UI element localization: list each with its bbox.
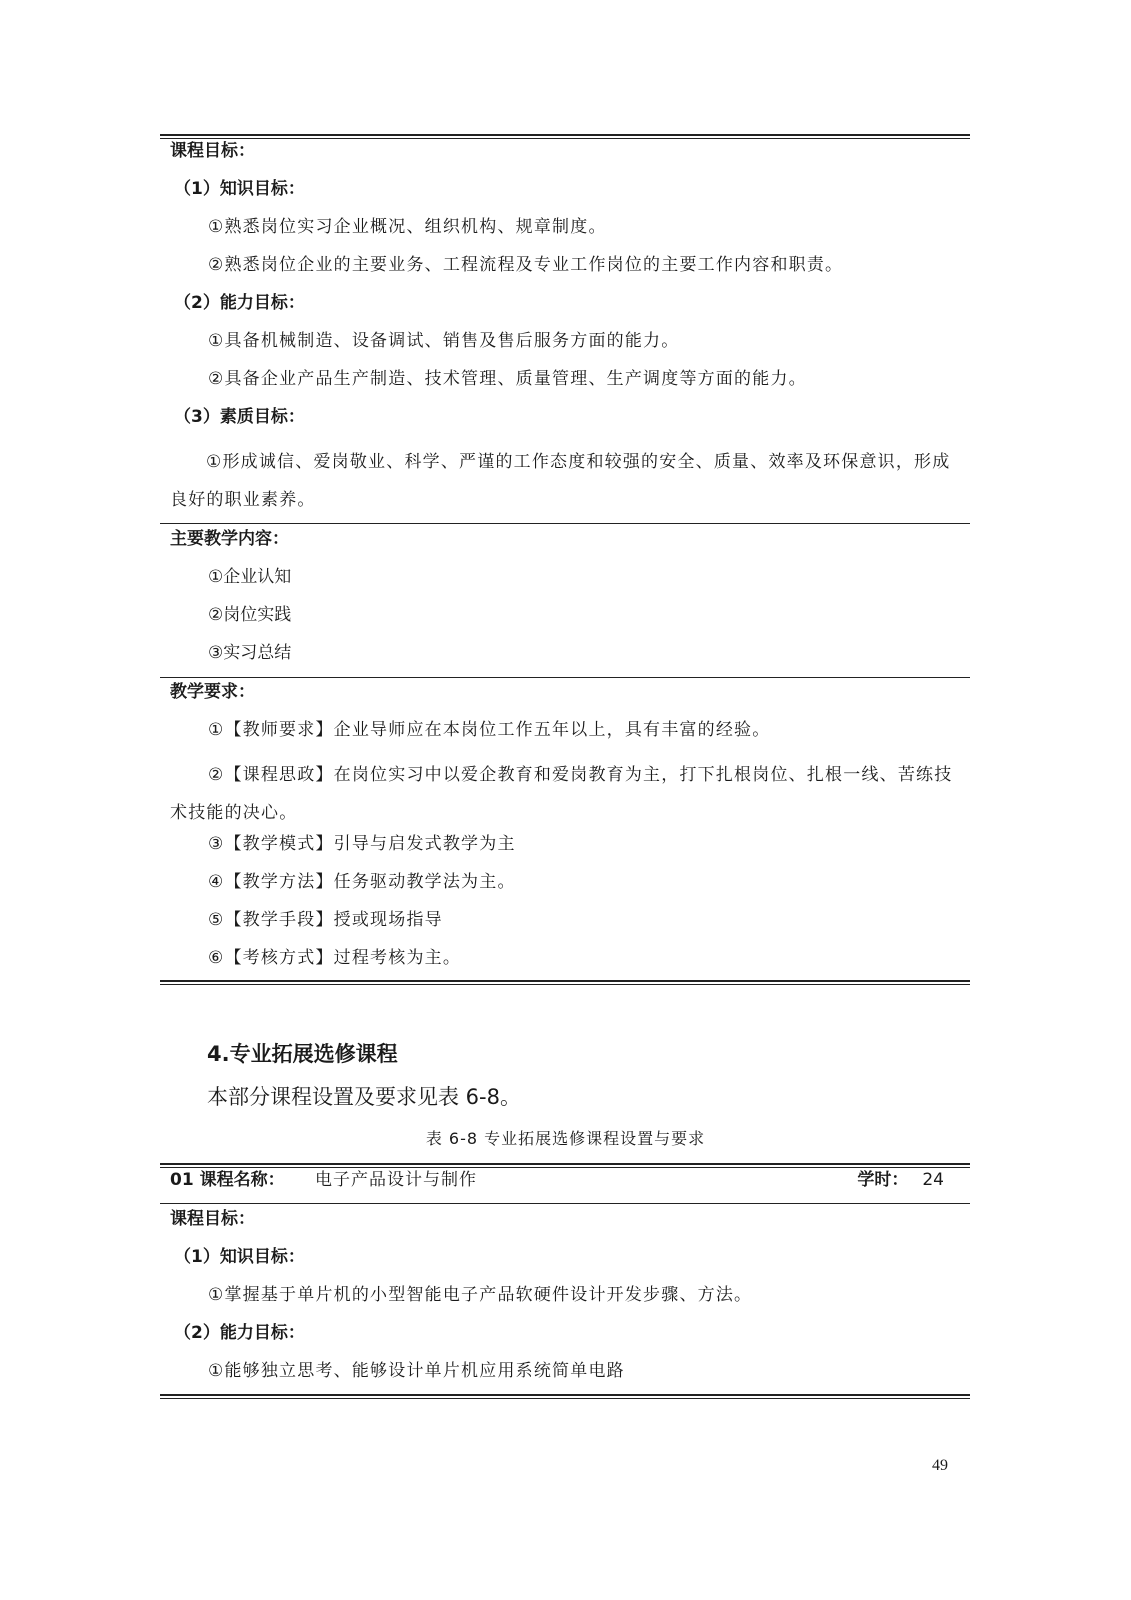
knowledge-heading: （1）知识目标： xyxy=(174,1247,305,1267)
content-heading: 主要教学内容： xyxy=(170,529,289,549)
requirement-item: ④【教学方法】任务驱动教学法为主。 xyxy=(208,872,516,892)
ability-heading: （2）能力目标： xyxy=(174,1323,305,1343)
table-bottom-border xyxy=(160,980,970,985)
requirement-item: ①【教师要求】企业导师应在本岗位工作五年以上，具有丰富的经验。 xyxy=(208,720,771,740)
table-bottom-border xyxy=(160,1394,970,1399)
content-item: ③实习总结 xyxy=(208,643,292,663)
section-title: 4.专业拓展选修课程 xyxy=(207,1042,398,1066)
quality-heading: （3）素质目标： xyxy=(174,407,305,427)
table-divider xyxy=(160,1203,970,1204)
content-item: ②岗位实践 xyxy=(208,605,292,625)
table-caption: 表 6-8 专业拓展选修课程设置与要求 xyxy=(425,1129,706,1148)
requirement-item: ③【教学模式】引导与启发式教学为主 xyxy=(208,834,516,854)
hours-label: 学时： xyxy=(857,1170,909,1190)
course-name-label: 01 课程名称： xyxy=(170,1170,285,1190)
table-divider xyxy=(160,677,970,678)
content-item: ①企业认知 xyxy=(208,567,292,587)
ability-item: ①具备机械制造、设备调试、销售及售后服务方面的能力。 xyxy=(208,331,680,351)
ability-item: ①能够独立思考、能够设计单片机应用系统简单电路 xyxy=(208,1361,625,1381)
hours-value: 24 xyxy=(922,1170,944,1190)
requirement-item: ②【课程思政】在岗位实习中以爱企教育和爱岗教育为主，打下扎根岗位、扎根一线、苦练技术技能的决心。 xyxy=(170,765,953,823)
page-number: 49 xyxy=(932,1457,948,1474)
objectives-heading: 课程目标： xyxy=(170,1209,255,1229)
section-intro: 本部分课程设置及要求见表 6-8。 xyxy=(207,1085,521,1109)
knowledge-heading: （1）知识目标： xyxy=(174,179,305,199)
knowledge-item: ①掌握基于单片机的小型智能电子产品软硬件设计开发步骤、方法。 xyxy=(208,1285,753,1305)
course-name: 电子产品设计与制作 xyxy=(315,1170,477,1190)
requirement-item: ⑤【教学手段】授或现场指导 xyxy=(208,910,443,930)
hours-cell xyxy=(857,1168,944,1192)
knowledge-item: ②熟悉岗位企业的主要业务、工程流程及专业工作岗位的主要工作内容和职责。 xyxy=(208,255,844,275)
requirement-item: ⑥【考核方式】过程考核为主。 xyxy=(208,948,462,968)
ability-item: ②具备企业产品生产制造、技术管理、质量管理、生产调度等方面的能力。 xyxy=(208,369,807,389)
quality-item: ①形成诚信、爱岗敬业、科学、严谨的工作态度和较强的安全、质量、效率及环保意识，形成良好的职业素养。 xyxy=(170,452,951,510)
objectives-heading: 课程目标： xyxy=(170,141,255,161)
table-divider xyxy=(160,523,970,524)
knowledge-item: ①熟悉岗位实习企业概况、组织机构、规章制度。 xyxy=(208,217,607,237)
course-header-row xyxy=(170,1168,960,1192)
requirements-heading: 教学要求： xyxy=(170,682,255,702)
ability-heading: （2）能力目标： xyxy=(174,293,305,313)
